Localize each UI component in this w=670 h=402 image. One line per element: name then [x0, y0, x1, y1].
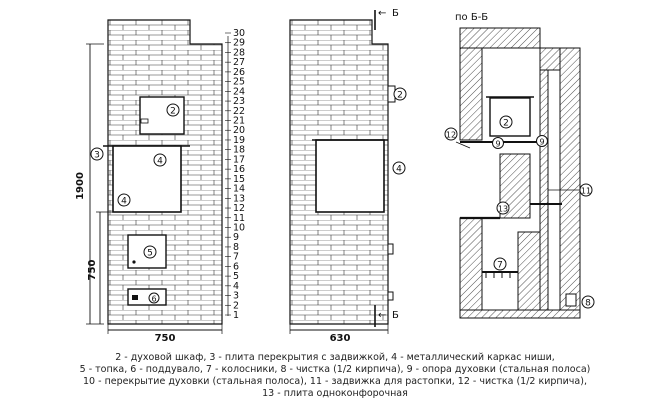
side-view	[290, 8, 406, 344]
svg-text:3: 3	[94, 150, 100, 161]
section-callout-9-left	[493, 138, 504, 149]
svg-text:2: 2	[170, 106, 176, 117]
section-mark-top-label: Б	[392, 8, 399, 19]
svg-text:13: 13	[497, 204, 509, 214]
row-number-label: 25	[233, 76, 246, 88]
section-callout-12	[445, 128, 457, 140]
row-number-label: 10	[233, 222, 246, 234]
front-callout-5	[144, 246, 156, 259]
section-callout-2	[500, 116, 512, 129]
side-width-dim-label: 630	[329, 333, 351, 344]
row-number-label: 12	[233, 203, 246, 215]
row-number-label: 11	[233, 212, 246, 224]
section-callout-9-right	[537, 136, 548, 147]
section-base	[460, 310, 580, 318]
row-number-label: 14	[233, 183, 246, 195]
svg-text:12: 12	[445, 130, 457, 140]
section-view	[445, 12, 594, 318]
row-number-label: 26	[233, 66, 246, 78]
front-height-dim-label: 1900	[75, 172, 86, 200]
caption-line-4: 13 - плита одноконфорочная	[262, 388, 408, 399]
front-lower-dim-label: 750	[87, 259, 98, 281]
row-number-label: 28	[233, 47, 246, 59]
svg-text:9: 9	[539, 137, 545, 147]
row-number-label: 24	[233, 86, 246, 98]
section-mark-bottom-arrow: ←	[378, 310, 387, 321]
row-number-label: 4	[233, 280, 240, 292]
section-top-wall	[460, 28, 540, 48]
svg-text:11: 11	[580, 186, 592, 196]
section-cleanout	[566, 294, 576, 306]
front-callout-3	[91, 148, 103, 161]
oven-door-handle	[141, 119, 148, 123]
front-view	[75, 20, 245, 344]
fire-door-knob	[132, 260, 135, 263]
section-mark-bottom-label: Б	[392, 310, 399, 321]
section-mark-top-arrow: ←	[378, 8, 387, 19]
section-right-wall	[560, 48, 580, 316]
front-callout-4-niche	[154, 154, 166, 167]
svg-text:6: 6	[151, 294, 157, 304]
section-callout-8	[582, 296, 594, 309]
svg-text:2: 2	[397, 90, 403, 101]
row-number-label: 8	[233, 241, 240, 253]
side-fire-door	[388, 244, 393, 254]
front-callout-6	[149, 293, 159, 304]
caption-line-2: 5 - топка, 6 - поддувало, 7 - колосники, 8 - чистка (1/2 кирпича), 9 - опора духовки (стальная полоса)	[79, 364, 591, 375]
front-width-dim-label: 750	[154, 333, 176, 344]
svg-text:4: 4	[157, 156, 163, 167]
section-firebox-wall	[518, 232, 540, 316]
row-number-label: 19	[233, 134, 246, 146]
svg-text:8: 8	[585, 298, 591, 309]
svg-text:5: 5	[147, 248, 153, 259]
section-callout-7	[494, 258, 506, 271]
side-ash-door	[388, 292, 393, 300]
svg-text:2: 2	[503, 118, 509, 129]
row-number-label: 13	[233, 193, 246, 205]
row-number-label: 7	[233, 251, 240, 263]
oven-door	[140, 97, 184, 134]
row-number-label: 30	[233, 28, 246, 39]
side-callout-4	[393, 162, 405, 175]
section-callout-13	[497, 202, 509, 214]
svg-text:4: 4	[121, 196, 127, 207]
side-callout-2	[394, 88, 406, 101]
row-number-label: 20	[233, 125, 246, 137]
svg-text:4: 4	[396, 164, 402, 175]
caption-line-1: 2 - духовой шкаф, 3 - плита перекрытия с задвижкой, 4 - металлический каркас ниши,	[115, 352, 555, 363]
svg-text:9: 9	[495, 139, 501, 149]
front-callout-2	[167, 104, 179, 117]
row-number-label: 18	[233, 144, 246, 156]
svg-text:7: 7	[497, 260, 503, 271]
row-number-label: 3	[233, 290, 240, 302]
row-number-label: 5	[233, 271, 240, 283]
row-number-label: 27	[233, 57, 246, 69]
section-callout-11	[580, 184, 592, 196]
caption-line-3: 10 - перекрытие духовки (стальная полоса), 11 - задвижка для растопки, 12 - чистка (1/2 кирпича),	[83, 376, 587, 387]
row-number-label: 15	[233, 173, 246, 185]
row-number-label: 29	[233, 37, 246, 49]
front-callout-4-frame	[118, 194, 130, 207]
row-number-label: 21	[233, 115, 246, 127]
section-left-wall-lower	[460, 218, 482, 316]
row-number-label: 23	[233, 96, 246, 108]
row-number-label: 9	[233, 232, 240, 244]
section-title: по Б-Б	[455, 12, 489, 23]
row-number-label: 17	[233, 154, 246, 166]
row-number-label: 6	[233, 261, 240, 273]
row-number-label: 16	[233, 164, 246, 176]
row-number-label: 2	[233, 300, 240, 312]
row-number-label: 1	[233, 310, 240, 321]
side-niche-opening	[316, 140, 384, 212]
row-number-label: 22	[233, 105, 246, 117]
ash-door-handle	[132, 295, 138, 300]
section-flue-wall	[540, 70, 548, 316]
